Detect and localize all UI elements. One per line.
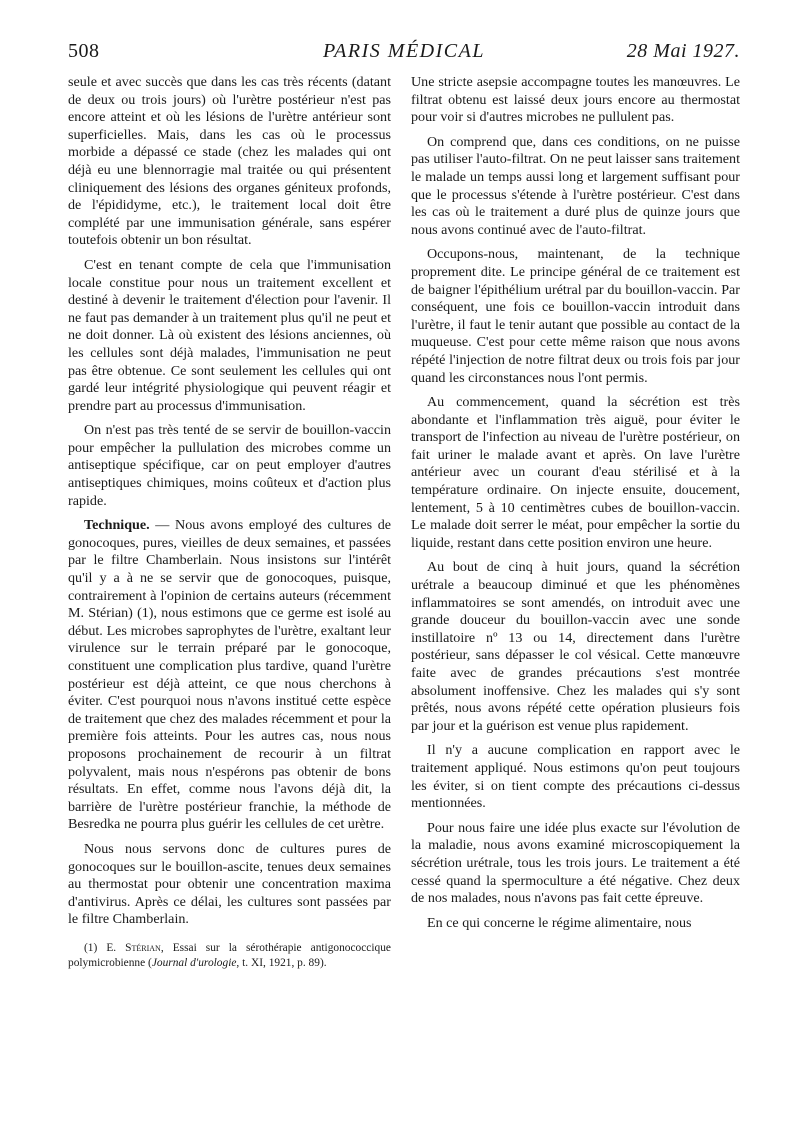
running-header: [68, 40, 740, 68]
paragraph: Il n'y a aucune complication en rapport avec le traitement appliqué. Nous estimons qu'on peut toujours les éviter, si on tient compte des précautions ci-dessus mentionnées.: [411, 742, 740, 812]
paragraph: Occupons-nous, maintenant, de la technique proprement dite. Le principe général de ce traitement est de baigner l'épithélium urétral par du bouillon-vaccin. Par conséquent, une fois ce bouillon-vaccin introduit dans l'urètre, il faut le tenir autant que possible au contact de la muqueuse. C'est pour cette même raison que nous avons répété l'injection de notre filtrat deux ou trois fois par jour quand les circonstances nous l'ont permis.: [411, 246, 740, 386]
journal-title: PARIS MÉDICAL: [323, 40, 485, 62]
footnote-journal: Journal d'urologie: [151, 956, 237, 969]
paragraph-technique: [68, 517, 391, 834]
footnote-marker: (1): [84, 941, 98, 954]
paragraph: On n'est pas très tenté de se servir de bouillon-vaccin pour empêcher la pullulation des microbes comme un antiseptique spécifique, car on peut employer d'autres antiseptiques chimiques, moins coûteux et d'action plus rapide.: [68, 422, 391, 509]
footnote-text: Essai sur la sérothérapie antigonococcique polymicrobienne (: [68, 941, 391, 969]
footnote-author: E. Stérian,: [106, 941, 164, 954]
right-column: [411, 74, 740, 932]
paragraph: En ce qui concerne le régime alimentaire, nous: [427, 914, 692, 931]
issue-date: 28 Mai 1927.: [626, 40, 740, 62]
paragraph: C'est en tenant compte de cela que l'immunisation locale constitue pour nous un traitement excellent et destiné à devenir le traitement d'élection pour l'avenir. Il ne faut pas demander à un traitement plus qu'il ne peut et ne doit donner. Là où existent des lésions anciennes, où les cellules sont déjà malades, l'immunisation ne peut pas être obtenue. Ce sont seulement les cellules qui ont gardé leur intégrité physiologique qui peuvent réagir et prendre part au processus d'immunisation.: [68, 256, 391, 414]
footnote: [68, 941, 391, 971]
footnote-citation: , t. XI, 1921, p. 89).: [236, 956, 327, 969]
section-runin-heading: Technique.: [84, 517, 150, 534]
paragraph: seule et avec succès que dans les cas très récents (datant de deux ou trois jours) où l'urètre postérieur n'est pas encore atteint et où les lésions de l'urètre antérieur sont superficielles. Mais, dans les cas où le processus morbide a dépassé ce stade (chez les malades qui ont déjà eu une blennorragie mal traitée ou qui présentent cliniquement des lésions des organes géniteux profonds, de l'épididyme, etc.), le traitement local doit être complété par une immunisation générale, sans espérer toutefois obtenir un bon résultat.: [68, 74, 391, 249]
paragraph: Pour nous faire une idée plus exacte sur l'évolution de la maladie, nous avons examiné microscopiquement la sécrétion urétrale, tous les trois jours. Le traitement a été cessé quand la spermoculture a été négative. Chez deux de nos malades, nous n'avons pas fait cette épreuve.: [411, 819, 740, 907]
page-number: 508: [68, 40, 100, 62]
paragraph: Une stricte asepsie accompagne toutes les manœuvres. Le filtrat obtenu est laissé deux jours encore au thermostat pour voir si d'autres microbes ne pullulent pas.: [411, 74, 740, 126]
paragraph: Au commencement, quand la sécrétion est très abondante et l'inflammation très aiguë, pour éviter le transport de l'infection au niveau de l'urètre postérieur, on fait uriner le malade avant et après. On lave l'urètre antérieur avec un courant d'eau stérilisé et à la température ordinaire. On injecte ensuite, doucement, lentement, 5 à 10 centimètres cubes de bouillon-vaccin. Le malade doit serrer le méat, pour empêcher la sortie du liquide, restant dans cette position environ une heure.: [411, 394, 740, 551]
paragraph: Nous nous servons donc de cultures pures de gonocoques sur le bouillon-ascite, tenues deux semaines au thermostat pour obtenir une concentration maxima d'antivirus. Après ce délai, les cultures sont passées par le filtre Chamberlain.: [68, 840, 391, 928]
left-column: [68, 74, 391, 971]
paragraph: Au bout de cinq à huit jours, quand la sécrétion urétrale a beaucoup diminué et que les phénomènes inflammatoires se sont amendés, on introduit avec une grande douceur du bouillon-vaccin avec une sonde instillatoire nº 13 ou 14, directement dans l'urètre postérieur, sans dépasser le col vésical. Cette manœuvre faite avec de grandes précautions s'est montrée absolument inoffensive. Chez les malades qui s'y sont prêtés, nous avons répété cette opération plusieurs fois par jour et la guérison est venue plus rapidement.: [411, 559, 740, 734]
paragraph-text: — Nous avons employé des cultures de gonocoques, pures, vieilles de deux semaines, et passées par le filtre Chamberlain. Nous insistons sur l'intérêt qu'il y a à ne se servir que de gonocoques, puisque, contrairement à l'opinion de certains auteurs (récemment M. Stérian) (1), nous estimons que ce germe est isolé au début. Les microbes saprophytes de l'urètre, exaltant leur virulence sur le terrain préparé par le gonocoque, constituent une complication plus tardive, quand l'urètre postérieur est déjà atteint, ce que nous cherchons à éviter. C'est pourquoi nous n'avons institué cette espèce de traitement que chez des malades récemment et pour la première fois atteints. Pour les autres cas, nous nous proposons prochainement de recourir à un filtrat polyvalent, mais nous n'espérons pas obtenir de bons résultats. En effet, comme nous l'avons déjà dit, la barrière de l'urètre postérieur franchie, la méthode de Besredka ne pourra plus guérir les cellules de cet urètre.: [68, 517, 391, 833]
paragraph: On comprend que, dans ces conditions, on ne puisse pas utiliser l'auto-filtrat. On ne peut laisser sans traitement le malade un temps aussi long et largement suffisant pour que le processus s'étende à l'urètre postérieur. C'est dans les cas où le traitement a duré plus de quinze jours que nous avons continué avec de l'auto-filtrat.: [411, 133, 740, 238]
